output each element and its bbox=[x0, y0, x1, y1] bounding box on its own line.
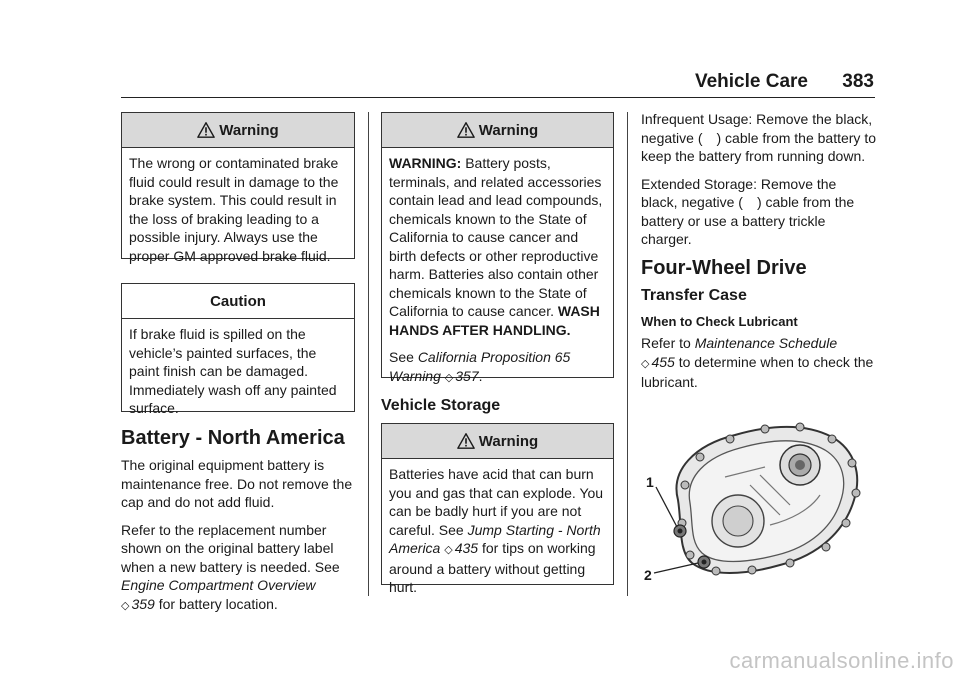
warning-header bbox=[382, 424, 613, 459]
battery-paragraph-1: The original equipment battery is maintenance free. Do not remove the cap and do not add fluid. bbox=[121, 457, 353, 510]
warning-label: Warning bbox=[478, 121, 539, 139]
battery-text bbox=[121, 456, 357, 624]
page-reference-icon: ◇ bbox=[444, 371, 454, 384]
header-rule bbox=[121, 97, 875, 98]
warning-label: Warning bbox=[219, 121, 279, 139]
page-header bbox=[0, 0, 960, 100]
warning-label: Warning bbox=[478, 432, 539, 450]
caution-header bbox=[122, 284, 354, 319]
see-reference: See California Proposition 65 Warning ◇ 357. bbox=[389, 349, 571, 384]
warning-header bbox=[122, 113, 354, 148]
column-divider-2 bbox=[627, 112, 628, 596]
california-proposition-link[interactable]: California Proposition 65 Warning bbox=[389, 349, 571, 384]
battery-heading: Battery - North America bbox=[121, 427, 345, 449]
section-title: Vehicle Care bbox=[694, 71, 808, 92]
callout-2: 2 bbox=[644, 567, 652, 583]
page-reference-icon: ◇ bbox=[121, 599, 130, 612]
page-ref-359[interactable]: 359 bbox=[131, 595, 155, 612]
brake-fluid-caution-box bbox=[121, 283, 355, 416]
page-reference-icon: ◇ bbox=[444, 544, 453, 556]
warning-text: The wrong or contaminated brake fluid could result in damage to the brake system. This could result in the loss of braking leading to a possible injury. Always use the proper GM approved brake fluid. bbox=[129, 155, 339, 264]
callout-1: 1 bbox=[646, 474, 654, 490]
brake-fluid-warning-box bbox=[121, 112, 355, 264]
four-wheel-drive-heading: Four-Wheel Drive bbox=[641, 257, 807, 279]
battery-paragraph-2: Refer to the replacement number shown on the original battery label when a new battery is needed. See Engine Compartment Overview ◇ 359 for battery location. bbox=[121, 521, 340, 612]
lubricant-paragraph: Refer to Maintenance Schedule ◇ 455 to determine when to check the lubricant. bbox=[641, 335, 874, 390]
caution-text: If brake fluid is spilled on the vehicle’s painted surfaces, the paint finish can be damaged. Immediately wash off any painted surface. bbox=[129, 326, 337, 416]
maintenance-schedule-link[interactable]: Maintenance Schedule bbox=[694, 335, 838, 351]
caution-label: Caution bbox=[210, 292, 266, 310]
page-ref-357[interactable]: 357 bbox=[455, 367, 479, 384]
warning-triangle-icon bbox=[457, 121, 475, 139]
infrequent-usage-paragraph: Infrequent Usage: Remove the black, negative ( ) cable from the battery to keep the battery from running down. bbox=[641, 111, 876, 164]
transfer-case-drawing bbox=[640, 415, 876, 585]
lubricant-text bbox=[641, 334, 876, 401]
page-reference-icon: ◇ bbox=[641, 357, 650, 370]
warning-text: WARNING: Battery posts, terminals, and related accessories contain lead and lead compounds, chemicals known to the State of California to cause cancer and birth defects or other reproductive harm. Batteries also contain other chemicals known to the State of California to cause cancer. WASH HANDS AFTER HANDLING. See California Proposition 65 Warning ◇ 357. bbox=[382, 148, 613, 393]
warning-triangle-icon bbox=[457, 432, 475, 450]
warning-header bbox=[382, 113, 613, 148]
transfer-case-heading: Transfer Case bbox=[641, 287, 747, 304]
watermark: carmanualsonline.info bbox=[729, 648, 954, 673]
column-divider-1 bbox=[368, 112, 369, 596]
transfer-case-illustration bbox=[640, 415, 876, 585]
battery-acid-warning-box bbox=[381, 423, 614, 595]
lead-warning-box bbox=[381, 112, 614, 384]
page-number: 383 bbox=[842, 71, 874, 92]
warning-triangle-icon bbox=[197, 121, 215, 139]
page-ref-455[interactable]: 455 bbox=[651, 353, 675, 370]
extended-storage-paragraph: Extended Storage: Remove the black, negative ( ) cable from the battery or use a battery trickle charger. bbox=[641, 175, 855, 247]
jump-starting-link[interactable]: Jump Starting - North America bbox=[389, 521, 601, 556]
warning-text: Batteries have acid that can burn you and gas that can explode. You can be badly hurt if you are not careful. See Jump Starting - North America ◇ 435 for tips on working around a battery without getting hurt. bbox=[389, 466, 604, 595]
storage-text bbox=[641, 110, 876, 258]
vehicle-storage-heading: Vehicle Storage bbox=[381, 397, 501, 414]
page-ref-435[interactable]: 435 bbox=[454, 540, 479, 556]
when-to-check-heading: When to Check Lubricant bbox=[641, 314, 798, 329]
engine-compartment-link[interactable]: Engine Compartment Overview bbox=[121, 577, 316, 593]
